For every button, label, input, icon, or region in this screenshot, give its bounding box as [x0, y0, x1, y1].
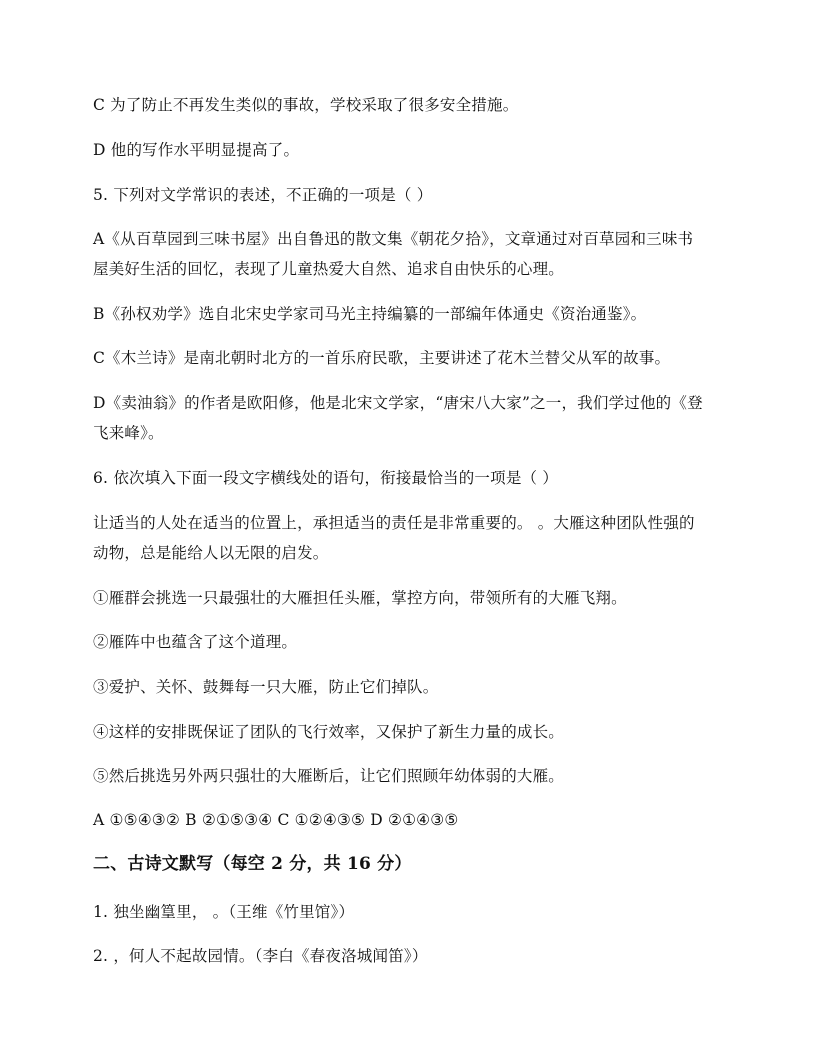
q6-sentence-1: ①雁群会挑选一只最强壮的大雁担任头雁，掌控方向，带领所有的大雁飞翔。 [93, 589, 627, 607]
question-5: 5. 下列对文学常识的表述，不正确的一项是（ ） [93, 186, 433, 204]
q6-sentence-5: ⑤然后挑选另外两只强壮的大雁断后，让它们照顾年幼体弱的大雁。 [93, 767, 565, 785]
q5-option-c: C《木兰诗》是南北朝时北方的一首乐府民歌，主要讲述了花木兰替父从军的故事。 [93, 349, 671, 367]
option-d-line: D 他的写作水平明显提高了。 [93, 141, 300, 159]
q6-sentence-2: ②雁阵中也蕴含了这个道理。 [93, 633, 298, 651]
question-6: 6. 依次填入下面一段文字横线处的语句，衔接最恰当的一项是（ ） [93, 469, 559, 487]
q5-option-d-line1: D《卖油翁》的作者是欧阳修，他是北宋文学家，“唐宋八大家”之一，我们学过他的《登 [93, 394, 703, 412]
poem-item-1: 1. 独坐幽篁里， 。（王维《竹里馆》） [93, 903, 355, 921]
section-heading: 二、古诗文默写（每空 2 分，共 16 分） [93, 854, 412, 874]
option-c-line: C 为了防止不再发生类似的事故，学校采取了很多安全措施。 [93, 96, 519, 114]
q6-passage-line2: 动物，总是能给人以无限的启发。 [93, 544, 329, 562]
q5-option-b: B《孙权劝学》选自北宋史学家司马光主持编纂的一部编年体通史《资治通鉴》。 [93, 305, 647, 323]
q6-passage-line1: 让适当的人处在适当的位置上，承担适当的责任是非常重要的。 。大雁这种团队性强的 [93, 514, 695, 532]
q5-option-a-line2: 屋美好生活的回忆，表现了儿童热爱大自然、追求自由快乐的心理。 [93, 260, 565, 278]
q6-sentence-3: ③爱护、关怀、鼓舞每一只大雁，防止它们掉队。 [93, 678, 439, 696]
q5-option-a-line1: A《从百草园到三味书屋》出自鲁迅的散文集《朝花夕拾》，文章通过对百草园和三味书 [93, 230, 694, 248]
poem-item-2: 2. ，何人不起故园情。（李白《春夜洛城闻笛》） [93, 947, 428, 965]
q6-sentence-4: ④这样的安排既保证了团队的飞行效率，又保护了新生力量的成长。 [93, 723, 565, 741]
q5-option-d-line2: 飞来峰》。 [93, 424, 164, 442]
q6-answer-options: A ①⑤④③② B ②①⑤③④ C ①②④③⑤ D ②①④③⑤ [93, 811, 459, 829]
